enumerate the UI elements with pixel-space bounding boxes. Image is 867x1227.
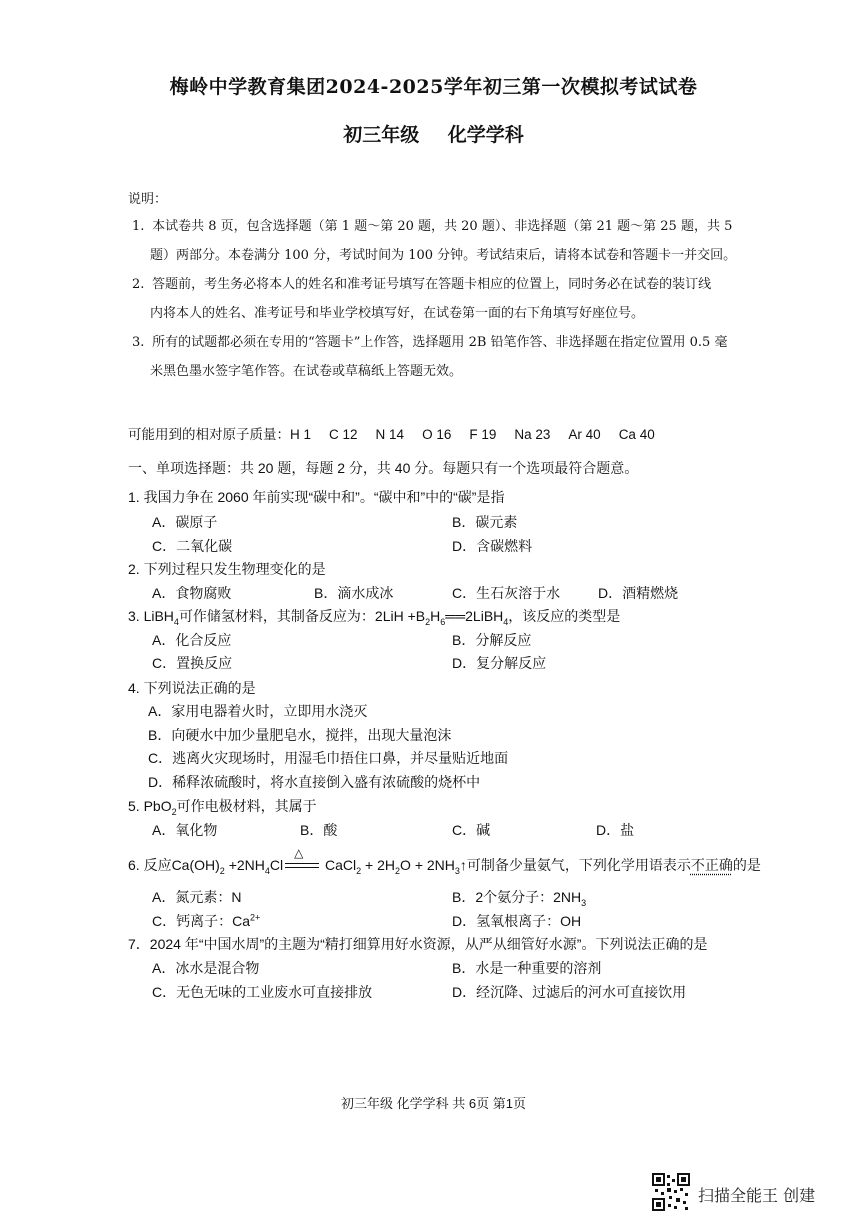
element-f: F 19 [469,427,497,442]
equals-bar-bottom [285,867,319,868]
scanner-watermark: 扫描全能王 创建 [698,1186,816,1205]
q6-text-4: + 2H [361,857,396,873]
note-number: 3. [132,335,145,350]
note-number: 2. [132,277,145,292]
exam-title: 梅岭中学教育集团2024-2025学年初三第一次模拟考试试卷 [169,76,698,98]
q3-subscript-4: 4 [503,616,509,627]
note-item-1 [132,212,792,270]
question-6-stem [128,846,761,876]
question-4-option-d: D．稀释浓硫酸时，将水直接倒入盛有浓硫酸的烧杯中 [148,774,481,790]
question-5-option-d: D．盐 [596,822,635,838]
question-7-option-b: B．水是一种重要的溶剂 [452,960,602,976]
q3-subscript-1: 4 [173,616,179,627]
question-1-option-c: C．二氧化碳 [152,538,233,554]
q6-b-sub: 3 [581,897,587,908]
exam-subtitle: 初三年级 化学学科 [343,124,524,146]
question-2-option-a: A．食物腐败 [152,585,232,601]
question-2-stem: 2. 下列过程只发生物理变化的是 [128,561,326,577]
q6-sub-5: 3 [454,865,460,876]
note-text: 本试卷共 8 页，包含选择题（第 1 题～第 20 题，共 20 题）、非选择题（第 21 题～第 25 题，共 5 [152,219,733,234]
question-4-option-b: B．向硬水中加少量肥皂水，搅拌，出现大量泡沫 [148,727,452,743]
element-c: C 12 [329,427,358,442]
question-6-option-c [152,911,260,931]
question-6-option-b [452,887,586,908]
q6-text-tail: 的是 [732,857,761,873]
atomic-mass-label: 可能用到的相对原子质量： [128,427,290,442]
element-ar: Ar 40 [568,427,601,442]
question-5-option-a: A．氧化物 [152,822,218,838]
q6-sub-3: 2 [356,865,362,876]
question-1-stem: 1. 我国力争在 2060 年前实现“碳中和”。“碳中和”中的“碳”是指 [128,489,505,505]
q3-text-c: H [430,608,441,624]
question-6-option-a: A．氮元素：N [152,889,242,905]
q6-c-text: C．钙离子：Ca [152,913,251,929]
q6-text-pre: 6. 反应Ca(OH) [128,857,220,873]
q5-subscript: 2 [171,806,177,817]
question-4-option-a: A．家用电器着火时，立即用水浇灭 [148,703,368,719]
equals-bar-top [285,863,319,864]
note-text-continued: 题）两部分。本卷满分 100 分，考试时间为 100 分钟。考试结束后，请将本试卷和答题卡一并交回。 [150,248,737,263]
q6-text-5: O + 2NH [400,857,455,873]
question-7-option-a: A．冰水是混合物 [152,960,260,976]
question-3-option-a: A．化合反应 [152,632,232,648]
question-1-option-d: D．含碳燃料 [452,538,533,554]
note-item-3 [132,328,792,386]
question-1-option-b: B．碳元素 [452,514,518,530]
notes-heading: 说明： [128,192,168,207]
q3-subscript-3: 6 [440,616,446,627]
q3-text-e: ，该反应的类型是 [508,608,621,624]
q6-sub-2: 4 [264,865,270,876]
question-5-option-c: C．碱 [452,822,491,838]
q5-text-a: 5. PbO [128,798,172,814]
section-heading: 一、单项选择题：共 20 题，每题 2 分，共 40 分。每题只有一个选项最符合题意。 [128,460,639,476]
element-h: H 1 [290,427,312,442]
note-item-2 [132,270,792,328]
heating-triangle-icon: △ [294,846,304,861]
note-text: 答题前，考生务必将本人的姓名和准考证号填写在答题卡相应的位置上，同时务必在试卷的装订线 [152,277,712,292]
question-4-stem: 4. 下列说法正确的是 [128,680,256,696]
q6-text-3: CaCl [321,857,357,873]
question-1-option-a: A．碳原子 [152,514,218,530]
atomic-mass-line [128,423,655,443]
question-3-option-b: B．分解反应 [452,632,532,648]
question-7-option-c: C．无色无味的工业废水可直接排放 [152,984,373,1000]
q3-subscript-2: 2 [425,616,431,627]
q6-text-6: ↑可制备少量氨气，下列化学用语表示 [459,857,691,873]
element-n: N 14 [375,427,405,442]
q5-text-b: 可作电极材料，其属于 [176,798,317,814]
question-4-option-c: C．逃离火灾现场时，用湿毛巾捂住口鼻，并尽量贴近地面 [148,750,509,766]
element-o: O 16 [422,427,452,442]
reaction-condition-arrow [285,846,319,873]
question-2-option-d: D．酒精燃烧 [598,585,679,601]
element-ca: Ca 40 [618,427,655,442]
note-number: 1. [132,219,145,234]
question-5-option-b: B．酸 [300,822,338,838]
q6-sub-1: 2 [219,865,225,876]
q3-text-d: ══2LiBH [445,608,504,624]
q3-text-a: 3. LiBH [128,608,174,624]
element-na: Na 23 [514,427,551,442]
question-2-option-b: B．滴水成冰 [314,585,394,601]
q6-text-2: Cl [269,857,284,873]
question-7-option-d: D．经沉降、过滤后的河水可直接饮用 [452,984,687,1000]
q6-sub-4: 2 [395,865,401,876]
q6-c-sup: 2+ [250,912,261,923]
question-7-stem: 7．2024 年“中国水周”的主题为“精打细算用好水资源，从严从细管好水源”。下列说法正确的是 [128,936,708,952]
question-5-stem [128,796,317,817]
note-text: 所有的试题都必须在专用的“答题卡”上作答，选择题用 2B 铅笔作答、非选择题在指定位置用 0.5 毫 [152,335,728,350]
note-text-continued: 内将本人的姓名、准考证号和毕业学校填写好，在试卷第一面的右下角填写好座位号。 [150,306,645,321]
question-3-option-c: C．置换反应 [152,655,233,671]
q6-emphasis: 不正确 [690,857,733,873]
page-footer: 初三年级 化学学科 共 6页 第1页 [341,1096,526,1111]
qr-code-icon [652,1173,690,1211]
question-2-option-c: C．生石灰溶于水 [452,585,561,601]
question-6-option-d: D．氢氧根离子：OH [452,913,582,929]
question-3-option-d: D．复分解反应 [452,655,547,671]
q3-text-b: 可作储氢材料，其制备反应为：2LiH +B [178,608,426,624]
note-text-continued: 米黑色墨水签字笔作答。在试卷或草稿纸上答题无效。 [150,364,463,379]
q6-b-text: B．2个氨分子：2NH [452,889,582,905]
question-3-stem [128,606,620,627]
q6-text-1: +2NH [224,857,265,873]
